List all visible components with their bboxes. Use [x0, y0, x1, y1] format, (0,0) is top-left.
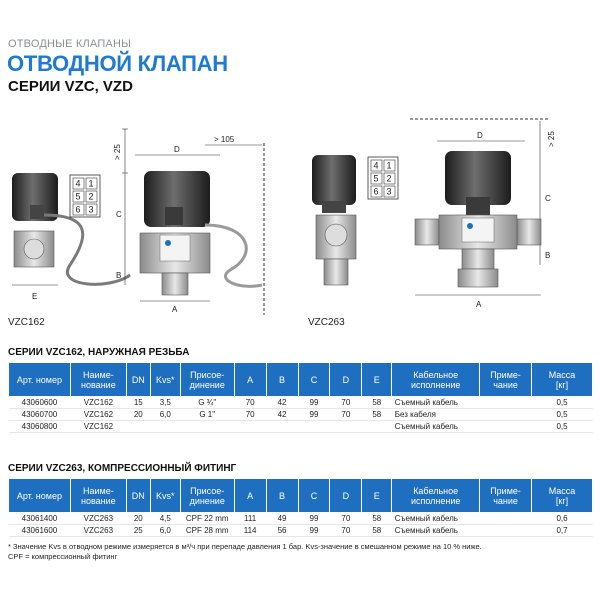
- col-a: A: [234, 479, 266, 513]
- dim-label-d: D: [477, 131, 483, 140]
- connector-digit: 1: [88, 178, 94, 189]
- col-art: Арт. номер: [9, 479, 71, 513]
- cell-d: 70: [330, 409, 362, 421]
- cell-cable: Съемный кабель: [392, 513, 480, 525]
- table2-heading: СЕРИИ VZC263, КОМПРЕССИОННЫЙ ФИТИНГ: [8, 463, 237, 474]
- cell-mass: 0,7: [532, 525, 593, 537]
- cell-kvs: 6,0: [150, 409, 180, 421]
- cell-c: 99: [298, 397, 330, 409]
- cell-b: 49: [266, 513, 298, 525]
- cell-art: 43060700: [9, 409, 71, 421]
- col-cable: Кабельное исполнение: [392, 363, 480, 397]
- col-d: D: [330, 479, 362, 513]
- connector-digit: 4: [75, 178, 81, 189]
- cell-e: 58: [362, 525, 392, 537]
- table-row: [9, 525, 593, 537]
- col-cable: Кабельное исполнение: [392, 479, 480, 513]
- cell-conn: CPF 28 mm: [180, 525, 234, 537]
- cell-kvs: 6,0: [150, 525, 180, 537]
- col-b: B: [266, 479, 298, 513]
- dim-label-b: B: [116, 271, 122, 280]
- cell-name: VZC162: [70, 421, 126, 433]
- valve-outlet: [162, 273, 188, 295]
- col-dn: DN: [126, 363, 150, 397]
- dim-label-e: E: [32, 292, 38, 301]
- col-note: Приме- чание: [480, 363, 532, 397]
- actuator-body: [445, 151, 511, 205]
- product-series: СЕРИИ VZC, VZD: [8, 78, 133, 95]
- cell-kvs: 4,5: [150, 513, 180, 525]
- compression-fitting-left: [415, 219, 439, 245]
- connector-digit: 6: [373, 186, 379, 197]
- dim-label-d: D: [174, 145, 180, 154]
- table-row: [9, 421, 593, 433]
- drawing-vzc263-side: [308, 155, 398, 328]
- connector-digit: 5: [373, 173, 379, 184]
- footnote-cpf: CPF = компрессионный фитинг: [8, 552, 118, 561]
- cell-dn: 20: [126, 513, 150, 525]
- actuator-lower: [30, 205, 46, 219]
- cell-conn: G ¾": [180, 397, 234, 409]
- cell-conn: G 1": [180, 409, 234, 421]
- col-mass: Масса [кг]: [532, 363, 593, 397]
- dim-label-gt25-left: > 25: [113, 144, 122, 160]
- cell-cable: Съемный кабель: [392, 397, 480, 409]
- cell-d: 70: [330, 525, 362, 537]
- cell-a: 70: [234, 409, 266, 421]
- cell-b: 42: [266, 397, 298, 409]
- table-row: [9, 513, 593, 525]
- cell-e: 58: [362, 409, 392, 421]
- cell-a: 114: [234, 525, 266, 537]
- cell-conn: CPF 22 mm: [180, 513, 234, 525]
- cell-kvs: 3,5: [150, 397, 180, 409]
- footnote-kvs: * Значение Kvs в отводном режиме измеряется в м³/ч при перепаде давления 1 бар. Kvs-значение в смешанном режиме на 10 % ниже.: [8, 542, 482, 551]
- cell-c: 99: [298, 409, 330, 421]
- col-a: A: [234, 363, 266, 397]
- cell-note: [480, 397, 532, 409]
- cell-art: 43060800: [9, 421, 71, 433]
- col-connection: Присое- динение: [180, 363, 234, 397]
- col-e: E: [362, 363, 392, 397]
- table-row: [9, 409, 593, 421]
- dim-label-c: C: [116, 210, 122, 219]
- valve-outlet: [324, 259, 348, 285]
- cell-cable: Без кабеля: [392, 409, 480, 421]
- dim-label-c: C: [545, 194, 551, 203]
- cell-name: VZC162: [70, 397, 126, 409]
- cell-name: VZC263: [70, 525, 126, 537]
- cell-b: [266, 421, 298, 433]
- cell-art: 43061600: [9, 525, 71, 537]
- cell-cable: Съемный кабель: [392, 421, 480, 433]
- cell-e: 58: [362, 397, 392, 409]
- valve-drawings-svg: [0, 115, 600, 340]
- cable: [205, 225, 262, 286]
- connector-digit: 3: [88, 204, 94, 215]
- product-title: ОТВОДНОЙ КЛАПАН: [7, 51, 228, 76]
- valve-port: [325, 224, 347, 246]
- valve-nameplate: [462, 218, 494, 242]
- cell-c: 99: [298, 513, 330, 525]
- actuator-body: [312, 155, 356, 205]
- col-e: E: [362, 479, 392, 513]
- valve-port: [24, 239, 44, 259]
- col-d: D: [330, 363, 362, 397]
- cell-a: 111: [234, 513, 266, 525]
- col-note: Приме- чание: [480, 479, 532, 513]
- cell-b: 56: [266, 525, 298, 537]
- cell-dn: 20: [126, 409, 150, 421]
- cell-d: 70: [330, 513, 362, 525]
- col-name: Наиме- нование: [70, 479, 126, 513]
- table1-heading: СЕРИИ VZC162, НАРУЖНАЯ РЕЗЬБА: [8, 347, 190, 358]
- cell-note: [480, 525, 532, 537]
- compression-fitting-right: [517, 219, 541, 245]
- drawing-vzc162-front: [113, 129, 264, 315]
- spec-table-vzc263: [8, 478, 593, 537]
- connector-digit: 5: [75, 191, 81, 202]
- category-label: ОТВОДНЫЕ КЛАПАНЫ: [8, 38, 132, 50]
- connector-digit: 3: [386, 186, 392, 197]
- spec-table-vzc162: [8, 362, 593, 433]
- cell-a: 70: [234, 397, 266, 409]
- col-art: Арт. номер: [9, 363, 71, 397]
- col-dn: DN: [126, 479, 150, 513]
- dim-label-b: B: [545, 251, 551, 260]
- cell-e: 58: [362, 513, 392, 525]
- dim-label-gt105: > 105: [214, 135, 235, 144]
- cell-d: [330, 421, 362, 433]
- connector-digit: 2: [88, 191, 94, 202]
- drawing-vzc263-front: [410, 119, 556, 309]
- cell-kvs: [150, 421, 180, 433]
- drawing-vzc162-side: [8, 173, 130, 328]
- table-row: [9, 397, 593, 409]
- cell-e: [362, 421, 392, 433]
- cell-a: [234, 421, 266, 433]
- cell-d: 70: [330, 397, 362, 409]
- valve-outlet: [462, 249, 494, 269]
- dim-label-a: A: [476, 300, 482, 309]
- valve-drawings: [0, 115, 600, 340]
- col-mass: Масса [кг]: [532, 479, 593, 513]
- cell-note: [480, 421, 532, 433]
- cell-mass: 0,5: [532, 397, 593, 409]
- cell-cable: Съемный кабель: [392, 525, 480, 537]
- cell-dn: 25: [126, 525, 150, 537]
- col-c: C: [298, 363, 330, 397]
- cell-note: [480, 513, 532, 525]
- valve-nameplate: [160, 235, 190, 261]
- table-header-row: [9, 363, 593, 397]
- cell-dn: [126, 421, 150, 433]
- cell-mass: 0,6: [532, 513, 593, 525]
- connector-digit: 6: [75, 204, 81, 215]
- model-label-vzc162: VZC162: [8, 317, 45, 328]
- dim-label-a: A: [172, 305, 178, 314]
- cell-mass: 0,5: [532, 421, 593, 433]
- connector-digit: 1: [386, 160, 392, 171]
- cell-name: VZC263: [70, 513, 126, 525]
- col-name: Наиме- нование: [70, 363, 126, 397]
- connector-digit: 2: [386, 173, 392, 184]
- col-kvs: Kvs*: [150, 479, 180, 513]
- cell-b: 42: [266, 409, 298, 421]
- actuator-coupling: [165, 207, 183, 225]
- cell-name: VZC162: [70, 409, 126, 421]
- cell-mass: 0,5: [532, 409, 593, 421]
- cell-art: 43061400: [9, 513, 71, 525]
- table-header-row: [9, 479, 593, 513]
- col-kvs: Kvs*: [150, 363, 180, 397]
- dim-label-gt25-right: > 25: [547, 131, 556, 147]
- cell-conn: [180, 421, 234, 433]
- cell-dn: 15: [126, 397, 150, 409]
- cell-c: 99: [298, 525, 330, 537]
- col-b: B: [266, 363, 298, 397]
- col-c: C: [298, 479, 330, 513]
- cell-art: 43060600: [9, 397, 71, 409]
- cell-c: [298, 421, 330, 433]
- cell-note: [480, 409, 532, 421]
- model-label-vzc263: VZC263: [308, 317, 345, 328]
- col-connection: Присое- динение: [180, 479, 234, 513]
- connector-digit: 4: [373, 160, 379, 171]
